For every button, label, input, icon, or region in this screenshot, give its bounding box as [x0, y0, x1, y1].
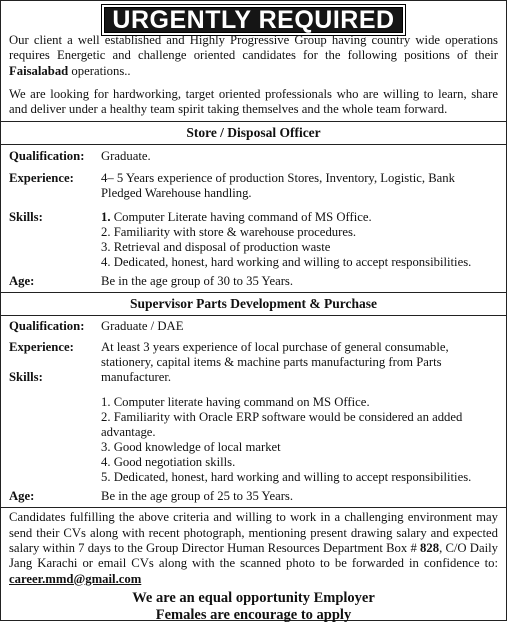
intro-text: Our client a well established and Highly Progressive Group having country wide operations requires Energetic and challenge oriented candidates for the following positions of their	[9, 33, 498, 63]
divider	[1, 144, 506, 145]
qualification-value: Graduate.	[101, 149, 151, 164]
age-label: Age:	[9, 489, 35, 504]
age-value: Be in the age group of 30 to 35 Years.	[101, 274, 294, 289]
skills-list	[101, 395, 506, 485]
age-value: Be in the age group of 25 to 35 Years.	[101, 489, 294, 504]
p2-age-row	[1, 489, 506, 504]
intro-paragraph-2: We are looking for hardworking, target oriented professionals who are willing to learn, share and deliver under a healthy team spirit taking themselves and the whole team forward.	[9, 86, 498, 117]
experience-label: Experience:	[9, 340, 74, 355]
intro-end: operations..	[71, 63, 131, 78]
list-item: 4. Dedicated, honest, hard working and willing to accept responsibilities.	[101, 255, 472, 270]
p2-skills-row	[1, 370, 506, 385]
experience-value: At least 3 years experience of local purchase of general consumable, stationery, capital items & machine parts manufacturing from Parts manufacturer.	[101, 340, 449, 385]
city-name: Faisalabad	[9, 63, 69, 78]
list-item: 1. Computer literate having command on MS Office.	[101, 395, 370, 410]
qualification-label: Qualification:	[9, 149, 85, 164]
application-instructions: Candidates fulfilling the above criteria and willing to work in a challenging environment may send their CVs along with recent photograph, mentioning present drawing salary and expected salary within 7 days to the Group Director Human Resources Department Box # 828, C/O Daily Jang Karachi or email CVs along with the scanned photo to be forwarded in confidence to: career.mmd@gmail.com	[9, 510, 498, 586]
list-item: 2. Familiarity with Oracle ERP software would be considered an added advantage.	[101, 410, 463, 440]
divider	[1, 315, 506, 316]
skills-label: Skills:	[9, 210, 43, 225]
age-label: Age:	[9, 274, 35, 289]
list-item: 3. Retrieval and disposal of production waste	[101, 240, 331, 255]
qualification-label: Qualification:	[9, 319, 85, 334]
skills-label: Skills:	[9, 370, 43, 385]
list-item: 4. Good negotiation skills.	[101, 455, 236, 470]
equal-opportunity-line: We are an equal opportunity Employer	[132, 589, 375, 606]
list-item: 1. Computer Literate having command of MS Office.	[101, 210, 372, 225]
qualification-value: Graduate / DAE	[101, 319, 184, 334]
list-item: 3. Good knowledge of local market	[101, 440, 281, 455]
list-item: 5. Dedicated, honest, hard working and willing to accept responsibilities.	[101, 470, 472, 485]
females-encouraged-line: Females are encourage to apply	[155, 606, 352, 623]
skills-spacer	[101, 370, 506, 385]
footer	[1, 590, 506, 624]
headline-banner: URGENTLY REQUIRED	[101, 4, 405, 36]
p1-skills-row	[1, 210, 506, 270]
p2-skills-list-row	[1, 395, 506, 485]
experience-value: 4– 5 Years experience of production Stores, Inventory, Logistic, Bank Pledged Warehouse handling.	[101, 171, 455, 201]
skills-list	[101, 210, 506, 270]
p1-age-row	[1, 274, 506, 289]
intro-paragraph-1	[9, 33, 498, 79]
position-1-title: Store / Disposal Officer	[186, 125, 321, 141]
p2-qualification-row	[1, 319, 506, 334]
position-2-title: Supervisor Parts Development & Purchase	[130, 296, 377, 312]
intro-section	[1, 33, 506, 117]
banner-container	[1, 1, 506, 33]
p1-qualification-row	[1, 149, 506, 164]
email-link[interactable]: career.mmd@gmail.com	[9, 571, 142, 586]
list-item: 2. Familiarity with store & warehouse procedures.	[101, 225, 357, 240]
box-number: 828	[420, 541, 440, 556]
p1-experience-row	[1, 171, 506, 201]
experience-label: Experience:	[9, 171, 74, 186]
